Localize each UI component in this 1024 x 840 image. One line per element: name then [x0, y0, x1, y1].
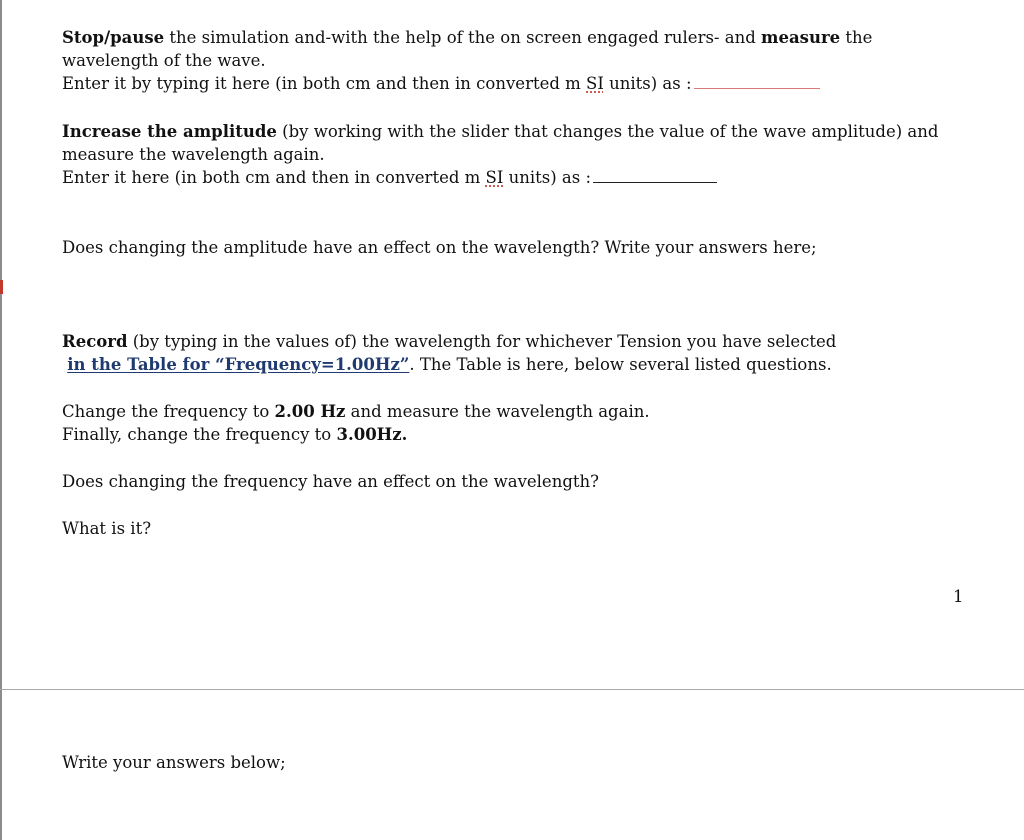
increase-amplitude-instruction: Increase the amplitude (by working with the slider that changes the value of the wave amplitude) and measure the wavelength again. Enter it here (in both cm and then in converted m SI units) as :: [62, 122, 939, 187]
measure-keyword: measure: [761, 28, 841, 47]
amplitude-effect-question: Does changing the amplitude have an effect on the wavelength? Write your answers here;: [62, 238, 817, 257]
page-number: 1: [953, 587, 964, 606]
frequency-2hz: 2.00 Hz: [274, 402, 346, 421]
si-spellcheck: SI: [586, 74, 604, 93]
frequency-table-link[interactable]: in the Table for “Frequency=1.00Hz”: [67, 355, 410, 374]
what-is-it-question: What is it?: [62, 519, 152, 538]
frequency-effect-question: Does changing the frequency have an effect on the wavelength?: [62, 472, 599, 491]
amplitude-wavelength-answer-blank[interactable]: [593, 181, 717, 183]
margin-mark: [0, 280, 3, 294]
wavelength-answer-blank[interactable]: [694, 87, 820, 89]
frequency-3hz: 3.00Hz.: [336, 425, 408, 444]
page-left-edge: [0, 0, 2, 840]
page-break-divider: [0, 689, 1024, 690]
stop-pause-instruction: Stop/pause the simulation and-with the help of the on screen engaged rulers- and measure the wavelength of the wave. Enter it by typing it here (in both cm and then in converted m SI units) as :: [62, 28, 873, 93]
change-frequency-instruction: Change the frequency to 2.00 Hz and measure the wavelength again. Finally, change the frequency to 3.00Hz.: [62, 402, 650, 444]
si-spellcheck: SI: [485, 168, 504, 187]
stop-pause-keyword: Stop/pause: [62, 28, 165, 47]
record-instruction: Record (by typing in the values of) the wavelength for whichever Tension you have selected in the Table for “Frequency=1.00Hz”. The Table is here, below several listed questions.: [62, 332, 837, 374]
answers-prompt: Write your answers below;: [62, 753, 286, 772]
increase-amplitude-keyword: Increase the amplitude: [62, 122, 277, 141]
record-keyword: Record: [62, 332, 128, 351]
